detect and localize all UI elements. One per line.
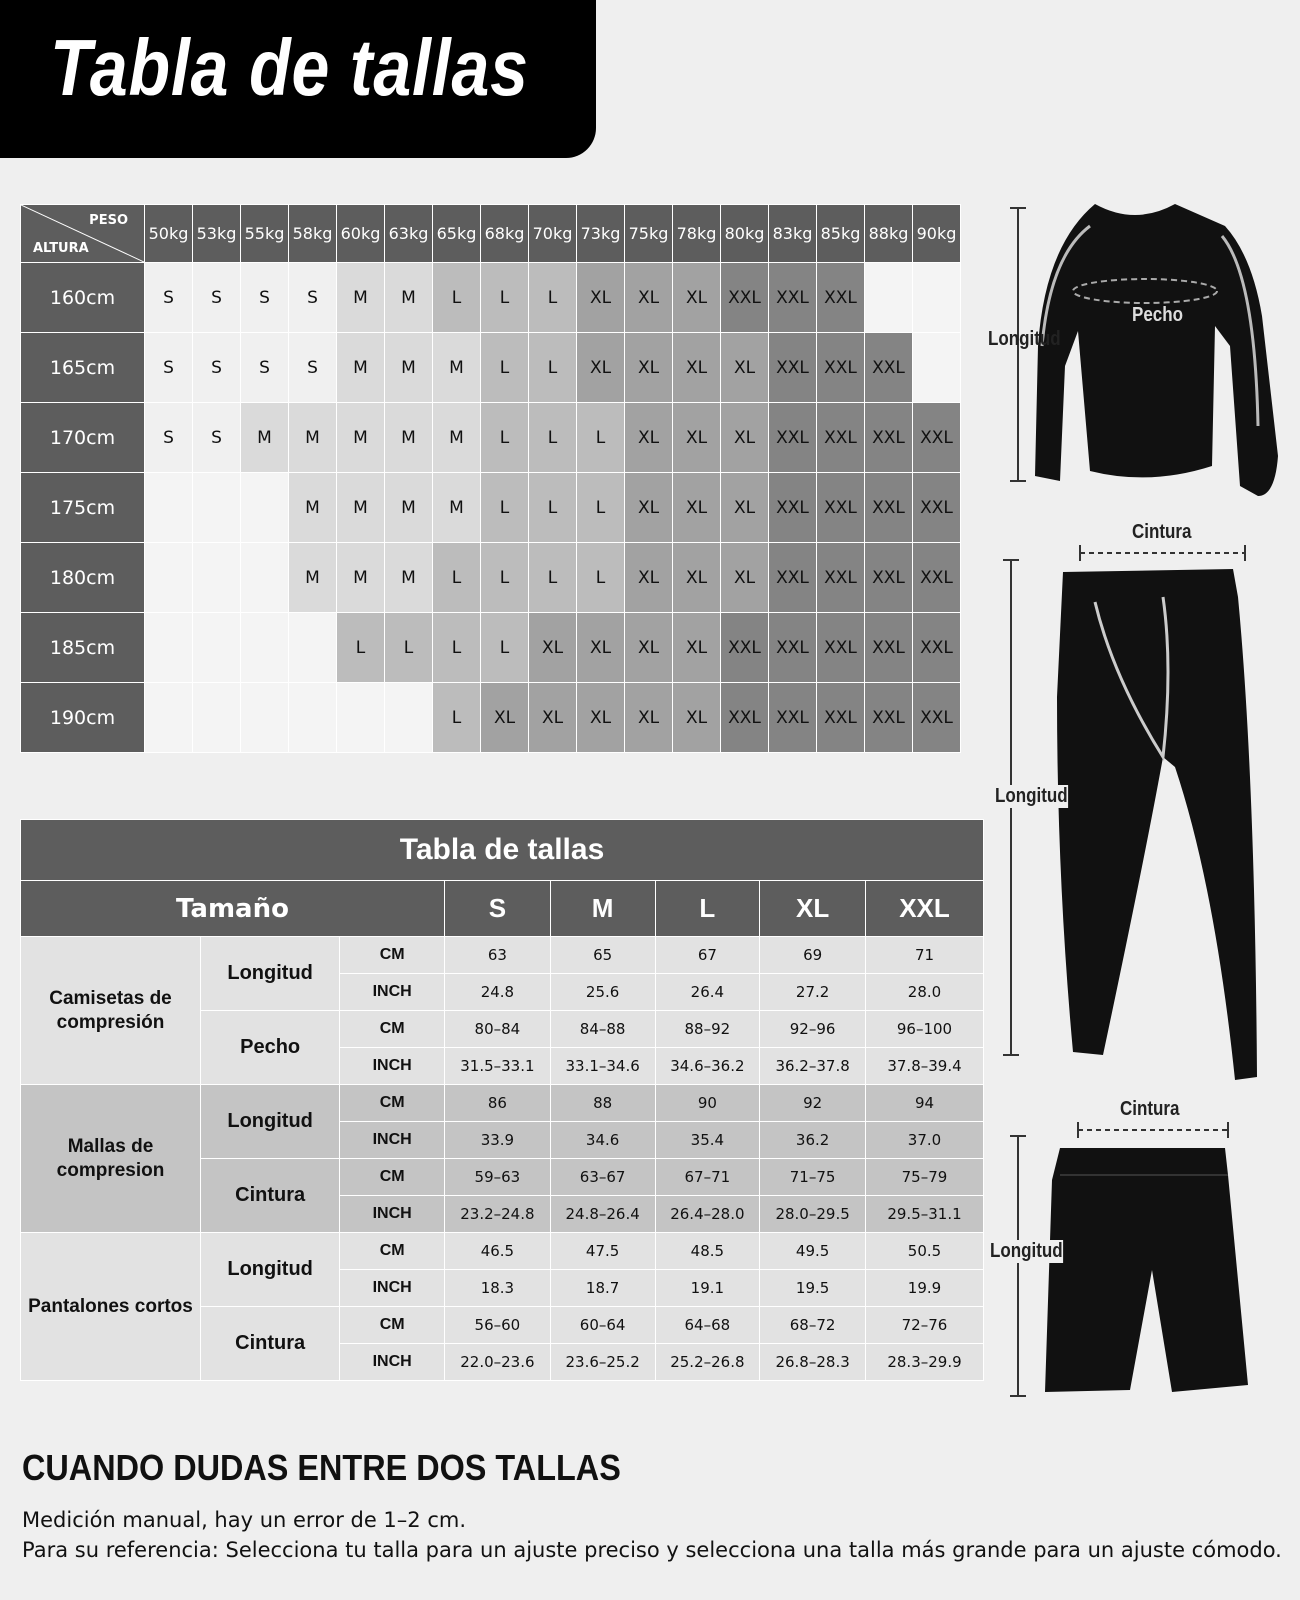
measure-value: 47.5 [550,1233,655,1270]
measure-row [21,937,984,974]
size-cell [193,613,241,683]
weight-header: 70kg [529,205,577,263]
height-label: 165cm [21,333,145,403]
size-cell [145,473,193,543]
size-cell: S [241,333,289,403]
size-cell [145,683,193,753]
shorts-illustration [990,1100,1290,1400]
size-cell: XL [625,613,673,683]
unit-label: CM [340,1085,445,1122]
size-cell: XXL [817,613,865,683]
measure-value: 34.6–36.2 [655,1048,760,1085]
unit-label: CM [340,1307,445,1344]
size-cell: XL [577,333,625,403]
size-cell: M [337,543,385,613]
measure-value: 71 [865,937,983,974]
size-cell: XXL [817,263,865,333]
size-cell: S [145,403,193,473]
measure-value: 33.9 [445,1122,551,1159]
size-cell: XL [529,683,577,753]
measure-value: 88–92 [655,1011,760,1048]
measure-value: 63 [445,937,551,974]
size-header: Tamaño [21,881,445,937]
measurement-name: Pecho [200,1011,339,1085]
grid-row [21,543,961,613]
measure-value: 90 [655,1085,760,1122]
size-cell [337,683,385,753]
measure-value: 25.2–26.8 [655,1344,760,1381]
unit-label: INCH [340,1196,445,1233]
size-cell: XXL [865,333,913,403]
measurement-table [20,819,984,1381]
size-cell: XXL [817,543,865,613]
size-cell [289,683,337,753]
size-cell: M [337,473,385,543]
size-cell [193,683,241,753]
size-cell: XL [625,403,673,473]
size-cell [241,683,289,753]
note-heading: CUANDO DUDAS ENTRE DOS TALLAS [22,1447,621,1488]
measurement-name: Longitud [200,1085,339,1159]
measure-value: 22.0–23.6 [445,1344,551,1381]
weight-header: 68kg [481,205,529,263]
measure-value: 19.1 [655,1270,760,1307]
size-cell [865,263,913,333]
size-column-header: XXL [865,881,983,937]
size-cell: S [193,403,241,473]
measure-value: 50.5 [865,1233,983,1270]
weight-header: 85kg [817,205,865,263]
size-cell: L [337,613,385,683]
measure-value: 49.5 [760,1233,866,1270]
measure-value: 29.5–31.1 [865,1196,983,1233]
shirt-length-label: Longitud [988,328,1061,350]
measure-value: 26.8–28.3 [760,1344,866,1381]
measure-value: 34.6 [550,1122,655,1159]
size-cell: L [385,613,433,683]
size-cell: L [481,613,529,683]
measure-value: 33.1–34.6 [550,1048,655,1085]
measure-value: 56–60 [445,1307,551,1344]
measure-value: 67 [655,937,760,974]
size-cell: XXL [913,473,961,543]
size-cell: XXL [913,403,961,473]
size-cell: XL [673,333,721,403]
size-cell: XL [625,333,673,403]
size-cell [241,473,289,543]
size-cell: L [529,263,577,333]
size-cell: M [385,333,433,403]
size-cell: XL [721,543,769,613]
size-cell: XXL [913,683,961,753]
size-column-header: M [550,881,655,937]
size-cell: L [481,333,529,403]
measure-value: 46.5 [445,1233,551,1270]
unit-label: CM [340,1011,445,1048]
size-cell: XL [577,683,625,753]
size-cell: M [289,543,337,613]
grid-corner [21,205,145,263]
unit-label: INCH [340,1344,445,1381]
size-grid-table [20,204,961,753]
weight-axis-label: PESO [89,213,128,228]
size-cell [289,613,337,683]
measure-value: 71–75 [760,1159,866,1196]
size-cell: L [481,403,529,473]
size-cell: XXL [817,403,865,473]
measure-value: 28.3–29.9 [865,1344,983,1381]
height-label: 190cm [21,683,145,753]
unit-label: CM [340,1233,445,1270]
size-cell: S [289,333,337,403]
size-cell: L [433,683,481,753]
measure-value: 84–88 [550,1011,655,1048]
measure-value: 24.8–26.4 [550,1196,655,1233]
size-cell: XL [481,683,529,753]
size-cell: XL [625,543,673,613]
height-label: 160cm [21,263,145,333]
measure-value: 65 [550,937,655,974]
page-title: Tabla de tallas [50,23,529,112]
measurement-name: Cintura [200,1307,339,1381]
note-line-2: Para su referencia: Selecciona tu talla para un ajuste preciso y selecciona una talla más grande para un ajuste cómodo. [22,1538,1282,1562]
note-line-1: Medición manual, hay un error de 1–2 cm. [22,1508,467,1532]
size-cell: XL [625,683,673,753]
leggings-length-label: Longitud [995,785,1068,807]
measure-value: 19.5 [760,1270,866,1307]
size-cell: M [337,263,385,333]
size-cell [913,263,961,333]
size-cell: L [529,543,577,613]
size-cell [145,543,193,613]
weight-header: 88kg [865,205,913,263]
weight-header: 65kg [433,205,481,263]
size-cell: S [241,263,289,333]
size-cell: L [529,473,577,543]
garment-category: Camisetas de compresión [21,937,201,1085]
grid-row [21,403,961,473]
measurement-name: Cintura [200,1159,339,1233]
height-label: 175cm [21,473,145,543]
measurement-name: Longitud [200,937,339,1011]
size-cell: L [481,543,529,613]
measure-value: 31.5–33.1 [445,1048,551,1085]
size-cell: M [289,473,337,543]
size-cell: M [433,403,481,473]
size-cell: M [289,403,337,473]
height-label: 185cm [21,613,145,683]
size-cell: XL [577,613,625,683]
measure-value: 75–79 [865,1159,983,1196]
size-cell [241,613,289,683]
size-cell: L [577,403,625,473]
size-cell: M [385,263,433,333]
leggings-illustration [995,521,1295,1097]
size-cell: XL [721,333,769,403]
size-cell: XL [577,263,625,333]
weight-header: 90kg [913,205,961,263]
size-cell: XL [673,473,721,543]
size-cell: XXL [865,683,913,753]
title-banner [0,0,596,158]
size-cell: XL [673,403,721,473]
size-cell: S [145,263,193,333]
measure-value: 18.7 [550,1270,655,1307]
size-cell: XXL [769,683,817,753]
size-cell: M [433,333,481,403]
measure-value: 37.0 [865,1122,983,1159]
measure-value: 18.3 [445,1270,551,1307]
garment-category: Mallas de compresion [21,1085,201,1233]
size-cell: L [481,473,529,543]
weight-header: 55kg [241,205,289,263]
measure-value: 69 [760,937,866,974]
size-cell: XXL [817,473,865,543]
measure-value: 26.4–28.0 [655,1196,760,1233]
size-cell: XXL [769,263,817,333]
size-cell [145,613,193,683]
measure-value: 28.0 [865,974,983,1011]
measure-row [21,1233,984,1270]
size-cell: XXL [817,683,865,753]
size-cell: XXL [769,473,817,543]
weight-header: 60kg [337,205,385,263]
size-cell: XXL [769,333,817,403]
size-cell [193,543,241,613]
size-cell [193,473,241,543]
size-cell: L [433,263,481,333]
weight-header: 73kg [577,205,625,263]
size-cell: M [385,403,433,473]
grid-row [21,263,961,333]
measure-value: 26.4 [655,974,760,1011]
size-cell: XL [625,263,673,333]
unit-label: INCH [340,974,445,1011]
size-cell: S [145,333,193,403]
size-cell: L [529,403,577,473]
size-column-header: XL [760,881,866,937]
size-cell: XL [673,683,721,753]
measure-value: 37.8–39.4 [865,1048,983,1085]
size-cell: L [529,333,577,403]
measure-value: 72–76 [865,1307,983,1344]
measure-value: 25.6 [550,974,655,1011]
unit-label: CM [340,1159,445,1196]
measure-value: 24.8 [445,974,551,1011]
size-cell: XL [673,543,721,613]
measure-value: 23.2–24.8 [445,1196,551,1233]
measure-value: 28.0–29.5 [760,1196,866,1233]
size-cell: S [193,333,241,403]
measure-value: 60–64 [550,1307,655,1344]
unit-label: INCH [340,1122,445,1159]
grid-row [21,613,961,683]
weight-header: 58kg [289,205,337,263]
weight-header: 83kg [769,205,817,263]
size-cell: S [193,263,241,333]
shirt-illustration [990,196,1300,506]
size-cell: L [577,473,625,543]
size-cell: XXL [865,613,913,683]
size-cell: M [337,403,385,473]
grid-row [21,683,961,753]
size-cell: L [433,543,481,613]
leggings-waist-label: Cintura [1132,521,1192,543]
height-axis-label: ALTURA [33,241,89,256]
size-cell: XXL [721,683,769,753]
size-cell: XXL [769,613,817,683]
grid-row [21,333,961,403]
measure-value: 94 [865,1085,983,1122]
size-cell: M [385,543,433,613]
measure-value: 68–72 [760,1307,866,1344]
measure-value: 36.2 [760,1122,866,1159]
measure-row [21,1085,984,1122]
weight-header: 53kg [193,205,241,263]
size-cell: XL [625,473,673,543]
shorts-length-label: Longitud [990,1240,1063,1262]
size-cell: XL [721,403,769,473]
height-label: 180cm [21,543,145,613]
measure-table-title: Tabla de tallas [21,820,984,881]
measure-value: 92 [760,1085,866,1122]
size-cell: XXL [769,543,817,613]
size-cell: XXL [817,333,865,403]
measure-value: 48.5 [655,1233,760,1270]
size-cell: XXL [913,613,961,683]
grid-row [21,473,961,543]
measure-value: 80–84 [445,1011,551,1048]
measure-value: 35.4 [655,1122,760,1159]
measure-value: 67–71 [655,1159,760,1196]
measure-value: 96–100 [865,1011,983,1048]
size-cell: M [241,403,289,473]
measure-value: 86 [445,1085,551,1122]
size-cell [241,543,289,613]
size-cell: XXL [865,543,913,613]
size-cell: M [385,473,433,543]
size-cell: XL [721,473,769,543]
size-cell: M [433,473,481,543]
shirt-chest-label: Pecho [1132,304,1184,326]
garment-category: Pantalones cortos [21,1233,201,1381]
size-cell: XL [673,613,721,683]
size-cell: M [337,333,385,403]
size-cell: XL [529,613,577,683]
measure-value: 36.2–37.8 [760,1048,866,1085]
size-cell: S [289,263,337,333]
measure-value: 92–96 [760,1011,866,1048]
size-column-header: S [445,881,551,937]
height-label: 170cm [21,403,145,473]
size-cell: XL [673,263,721,333]
size-cell: XXL [913,543,961,613]
weight-header: 75kg [625,205,673,263]
size-cell: XXL [721,263,769,333]
size-cell: XXL [721,613,769,683]
measure-value: 19.9 [865,1270,983,1307]
size-cell: L [577,543,625,613]
measure-value: 88 [550,1085,655,1122]
unit-label: INCH [340,1048,445,1085]
measure-value: 27.2 [760,974,866,1011]
unit-label: INCH [340,1270,445,1307]
measure-value: 64–68 [655,1307,760,1344]
size-cell: XXL [865,403,913,473]
measure-value: 59–63 [445,1159,551,1196]
measure-value: 63–67 [550,1159,655,1196]
shorts-waist-label: Cintura [1120,1098,1180,1120]
size-cell [385,683,433,753]
size-cell: L [481,263,529,333]
size-cell [913,333,961,403]
weight-header: 50kg [145,205,193,263]
weight-header: 78kg [673,205,721,263]
measurement-name: Longitud [200,1233,339,1307]
weight-header: 80kg [721,205,769,263]
size-cell: XXL [769,403,817,473]
unit-label: CM [340,937,445,974]
measure-value: 23.6–25.2 [550,1344,655,1381]
size-cell: L [433,613,481,683]
size-column-header: L [655,881,760,937]
size-cell: XXL [865,473,913,543]
weight-header: 63kg [385,205,433,263]
